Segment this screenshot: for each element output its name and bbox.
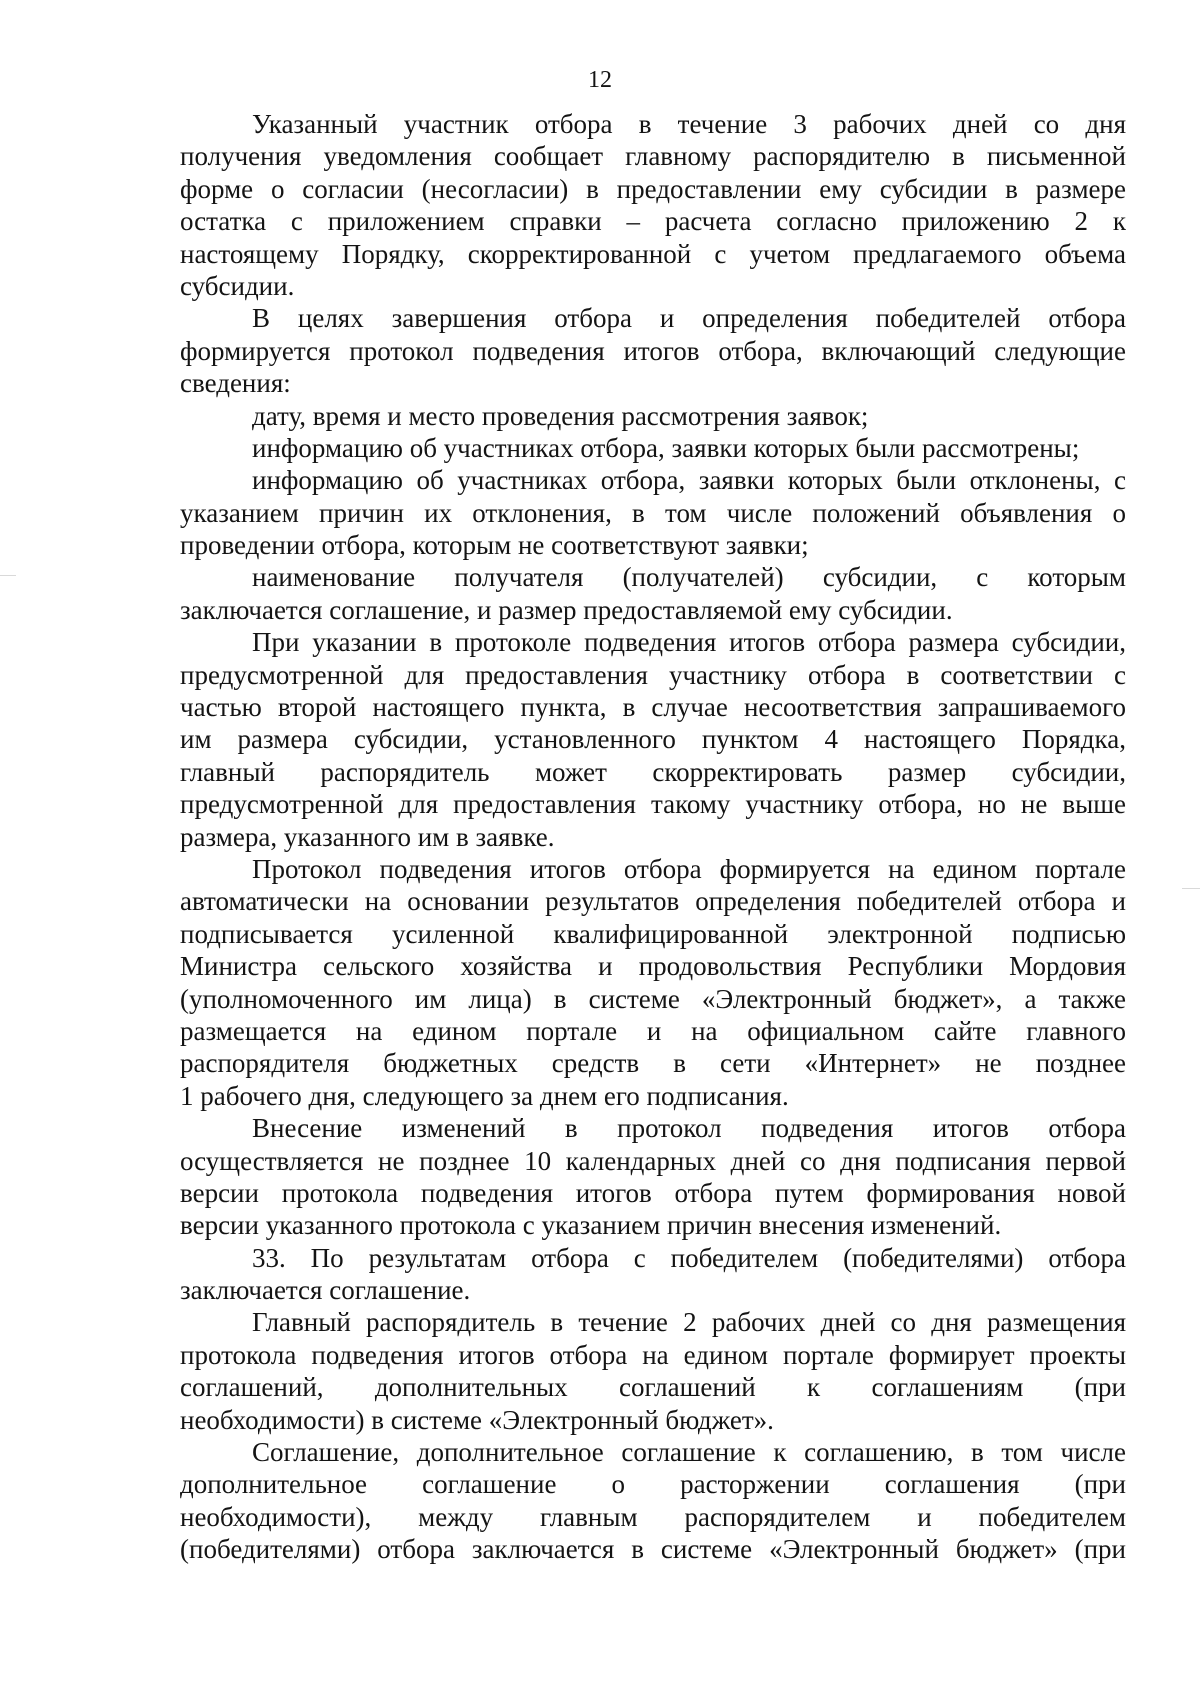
text-line: дополнительное соглашение о расторжении соглашения (при xyxy=(180,1469,1126,1500)
text-line: осуществляется не позднее 10 календарных дней со дня подписания первой xyxy=(180,1145,1126,1176)
text-line: проведении отбора, которым не соответствуют заявки; xyxy=(180,530,809,561)
text-line: протокола подведения итогов отбора на едином портале формирует проекты xyxy=(180,1339,1126,1370)
text-line: автоматически на основании результатов определения победителей отбора и xyxy=(180,886,1126,917)
text-line: заключается соглашение, и размер предоставляемой ему субсидии. xyxy=(180,594,953,625)
text-line: размера, указанного им в заявке. xyxy=(180,821,555,852)
text-line: формируется протокол подведения итогов отбора, включающий следующие xyxy=(180,335,1126,366)
text-line: (уполномоченного им лица) в системе «Электронный бюджет», а также xyxy=(180,983,1126,1014)
text-line: главный распорядитель может скорректировать размер субсидии, xyxy=(180,756,1126,787)
text-line: В целях завершения отбора и определения победителей отбора xyxy=(252,303,1126,334)
text-line: (победителями) отбора заключается в системе «Электронный бюджет» (при xyxy=(180,1534,1126,1565)
page-number: 12 xyxy=(588,67,612,93)
text-line: предусмотренной для предоставления участнику отбора в соответствии с xyxy=(180,659,1126,690)
text-line: необходимости), между главным распорядителем и победителем xyxy=(180,1501,1126,1532)
text-line: размещается на едином портале и на официальном сайте главного xyxy=(180,1015,1126,1046)
text-line: подписывается усиленной квалифицированной электронной подписью xyxy=(180,918,1126,949)
text-line: Указанный участник отбора в течение 3 рабочих дней со дня xyxy=(252,109,1126,139)
text-line: 33. По результатам отбора с победителем (победителями) отбора xyxy=(252,1242,1126,1273)
text-line: дату, время и место проведения рассмотрения заявок; xyxy=(252,400,869,431)
scan-mark-right xyxy=(1182,888,1200,889)
text-line: форме о согласии (несогласии) в предоставлении ему субсидии в размере xyxy=(180,173,1126,204)
text-line: информацию об участниках отбора, заявки которых были рассмотрены; xyxy=(252,432,1080,463)
text-line: информацию об участниках отбора, заявки которых были отклонены, с xyxy=(252,465,1126,496)
text-line: Министра сельского хозяйства и продовольствия Республики Мордовия xyxy=(180,951,1126,982)
document-body xyxy=(180,108,1126,1566)
text-line: остатка с приложением справки – расчета согласно приложению 2 к xyxy=(180,206,1126,237)
text-line: сведения: xyxy=(180,368,291,399)
text-line: соглашений, дополнительных соглашений к соглашениям (при xyxy=(180,1372,1126,1403)
text-line: версии указанного протокола с указанием причин внесения изменений. xyxy=(180,1210,1002,1241)
text-line: распорядителя бюджетных средств в сети «Интернет» не позднее xyxy=(180,1048,1126,1079)
text-line: указанием причин их отклонения, в том числе положений объявления о xyxy=(180,497,1126,528)
text-line: Соглашение, дополнительное соглашение к соглашению, в том числе xyxy=(252,1437,1126,1468)
text-line: версии протокола подведения итогов отбора путем формирования новой xyxy=(180,1177,1126,1208)
text-line: Внесение изменений в протокол подведения итогов отбора xyxy=(252,1113,1126,1144)
text-line: получения уведомления сообщает главному распорядителю в письменной xyxy=(180,141,1126,172)
text-line: им размера субсидии, установленного пунктом 4 настоящего Порядка, xyxy=(180,724,1126,755)
text-line: предусмотренной для предоставления такому участнику отбора, но не выше xyxy=(180,789,1126,820)
text-line: наименование получателя (получателей) субсидии, с которым xyxy=(252,562,1126,593)
text-line: частью второй настоящего пункта, в случае несоответствия запрашиваемого xyxy=(180,692,1126,723)
text-line: субсидии. xyxy=(180,270,295,301)
text-line: настоящему Порядку, скорректированной с учетом предлагаемого объема xyxy=(180,238,1126,269)
text-line: необходимости) в системе «Электронный бюджет». xyxy=(180,1404,774,1435)
text-line: Протокол подведения итогов отбора формируется на едином портале xyxy=(252,853,1126,884)
scan-mark-left xyxy=(0,575,16,576)
text-line: Главный распорядитель в течение 2 рабочих дней со дня размещения xyxy=(252,1307,1126,1338)
text-line: При указании в протоколе подведения итогов отбора размера субсидии, xyxy=(252,627,1126,658)
text-line: заключается соглашение. xyxy=(180,1275,471,1306)
text-line: 1 рабочего дня, следующего за днем его подписания. xyxy=(180,1080,789,1111)
